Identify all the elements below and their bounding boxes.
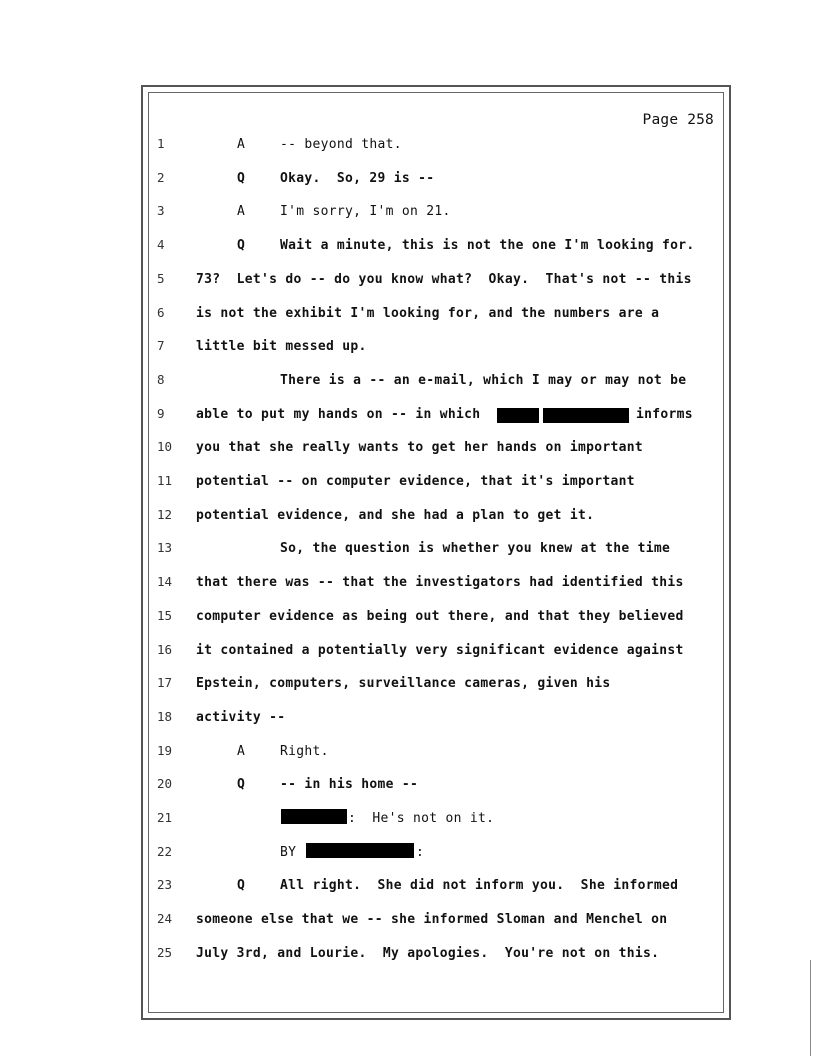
transcript-text: : bbox=[416, 845, 425, 860]
transcript-text: -- beyond that. bbox=[280, 137, 402, 152]
transcript-text: computer evidence as being out there, and that they believed bbox=[196, 609, 684, 624]
transcript-text: that there was -- that the investigators had identified this bbox=[196, 575, 684, 590]
transcript-text: potential evidence, and she had a plan to get it. bbox=[196, 508, 595, 523]
line-number: 8 bbox=[157, 372, 165, 387]
transcript-text: informs bbox=[636, 407, 693, 422]
line-number: 1 bbox=[157, 136, 165, 151]
line-number: 13 bbox=[157, 540, 173, 555]
line-number: 21 bbox=[157, 810, 173, 825]
line-number: 10 bbox=[157, 439, 173, 454]
transcript-text: : He's not on it. bbox=[348, 811, 495, 826]
line-number: 12 bbox=[157, 507, 173, 522]
line-number: 15 bbox=[157, 608, 173, 623]
redaction-bar bbox=[306, 843, 414, 858]
page-edge-line bbox=[810, 960, 811, 1056]
transcript-text: A bbox=[237, 204, 246, 219]
transcript-text: Q bbox=[237, 878, 246, 893]
transcript-text: someone else that we -- she informed Sloman and Menchel on bbox=[196, 912, 668, 927]
transcript-text: -- in his home -- bbox=[280, 777, 419, 792]
transcript-text: BY bbox=[280, 845, 297, 860]
transcript-text: able to put my hands on -- in which bbox=[196, 407, 481, 422]
transcript-text: potential -- on computer evidence, that it's important bbox=[196, 474, 635, 489]
transcript-text: All right. She did not inform you. She informed bbox=[280, 878, 679, 893]
transcript-text: Epstein, computers, surveillance cameras, given his bbox=[196, 676, 611, 691]
transcript-text: So, the question is whether you knew at the time bbox=[280, 541, 671, 556]
line-number: 2 bbox=[157, 170, 165, 185]
redaction-bar bbox=[281, 809, 347, 824]
transcript-text: A bbox=[237, 744, 246, 759]
line-number: 5 bbox=[157, 271, 165, 286]
transcript-text: Okay. So, 29 is -- bbox=[280, 171, 435, 186]
line-number: 24 bbox=[157, 911, 173, 926]
line-number: 9 bbox=[157, 406, 165, 421]
line-number: 23 bbox=[157, 877, 173, 892]
transcript-text: Q bbox=[237, 171, 246, 186]
line-number: 14 bbox=[157, 574, 173, 589]
transcript-text: There is a -- an e-mail, which I may or may not be bbox=[280, 373, 687, 388]
line-number: 11 bbox=[157, 473, 173, 488]
transcript-text: Wait a minute, this is not the one I'm looking for. bbox=[280, 238, 695, 253]
transcript-text: activity -- bbox=[196, 710, 286, 725]
line-number: 16 bbox=[157, 642, 173, 657]
transcript-text: Q bbox=[237, 777, 246, 792]
transcript-text: you that she really wants to get her hands on important bbox=[196, 440, 643, 455]
line-number: 18 bbox=[157, 709, 173, 724]
line-number: 7 bbox=[157, 338, 165, 353]
transcript-text: July 3rd, and Lourie. My apologies. You're not on this. bbox=[196, 946, 660, 961]
transcript-text: little bit messed up. bbox=[196, 339, 367, 354]
line-number: 17 bbox=[157, 675, 173, 690]
transcript-text: 73? Let's do -- do you know what? Okay. That's not -- this bbox=[196, 272, 692, 287]
transcript-text: I'm sorry, I'm on 21. bbox=[280, 204, 451, 219]
redaction-bar bbox=[497, 408, 539, 423]
line-number: 4 bbox=[157, 237, 165, 252]
transcript-text: is not the exhibit I'm looking for, and the numbers are a bbox=[196, 306, 660, 321]
redaction-bar bbox=[543, 408, 629, 423]
line-number: 22 bbox=[157, 844, 173, 859]
transcript-text: A bbox=[237, 137, 246, 152]
transcript-text: Right. bbox=[280, 744, 329, 759]
page-number: Page 258 bbox=[642, 112, 714, 128]
line-number: 3 bbox=[157, 203, 165, 218]
transcript-text: it contained a potentially very significant evidence against bbox=[196, 643, 684, 658]
line-number: 20 bbox=[157, 776, 173, 791]
line-number: 19 bbox=[157, 743, 173, 758]
line-number: 25 bbox=[157, 945, 173, 960]
transcript-text: Q bbox=[237, 238, 246, 253]
line-number: 6 bbox=[157, 305, 165, 320]
